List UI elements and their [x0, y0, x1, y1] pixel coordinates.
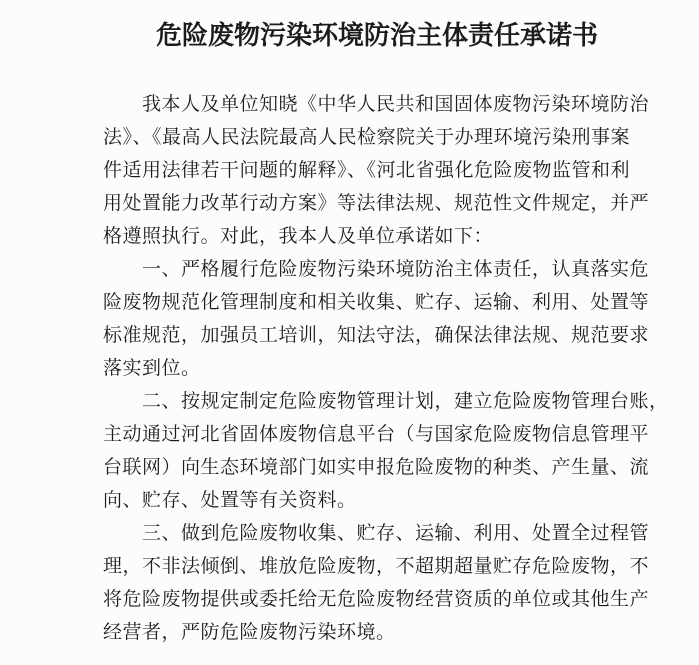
paragraph-item-3: [103, 517, 651, 649]
document-body: [103, 88, 669, 649]
paragraph-line: 格遵照执行。对此，我本人及单位承诺如下：: [103, 226, 494, 247]
paragraph-line: 落实到位。: [103, 358, 201, 379]
paragraph-intro: [103, 88, 651, 253]
paragraph-line: 台联网）向生态环境部门如实申报危险废物的种类、产生量、流: [103, 457, 650, 478]
paragraph-line: 险废物规范化管理制度和相关收集、贮存、运输、利用、处置等: [103, 292, 650, 313]
paragraph-line: 件适用法律若干问题的解释》、《河北省强化危险废物监管和利: [103, 160, 631, 181]
paragraph-item-2: [103, 385, 669, 517]
paragraph-line: 理，不非法倾倒、堆放危险废物，不超期超量贮存危险废物，不: [103, 556, 650, 577]
paragraph-item-1: [103, 253, 651, 385]
paragraph-line: 我本人及单位知晓《中华人民共和国固体废物污染环境防治: [142, 94, 650, 115]
paragraph-line: 一、严格履行危险废物污染环境防治主体责任，认真落实危: [142, 259, 650, 280]
paragraph-line: 标准规范，加强员工培训，知法守法，确保法律法规、规范要求: [103, 325, 650, 346]
paragraph-line: 主动通过河北省固体废物信息平台（与国家危险废物信息管理平: [103, 424, 650, 445]
paragraph-line: 向、贮存、处置等有关资料。: [103, 490, 357, 511]
paragraph-line: 三、做到危险废物收集、贮存、运输、利用、处置全过程管: [142, 523, 650, 544]
paragraph-line: 用处置能力改革行动方案》等法律法规、规范性文件规定，并严: [103, 193, 650, 214]
document-title: 危险废物污染环境防治主体责任承诺书: [155, 21, 598, 50]
paragraph-line: 二、按规定制定危险废物管理计划，建立危险废物管理台账，: [142, 391, 669, 412]
paragraph-line: 将危险废物提供或委托给无危险废物经营资质的单位或其他生产: [103, 589, 650, 610]
paragraph-line: 经营者，严防危险废物污染环境。: [103, 622, 396, 643]
paragraph-line: 法》、《最高人民法院最高人民检察院关于办理环境污染刑事案: [103, 127, 631, 148]
